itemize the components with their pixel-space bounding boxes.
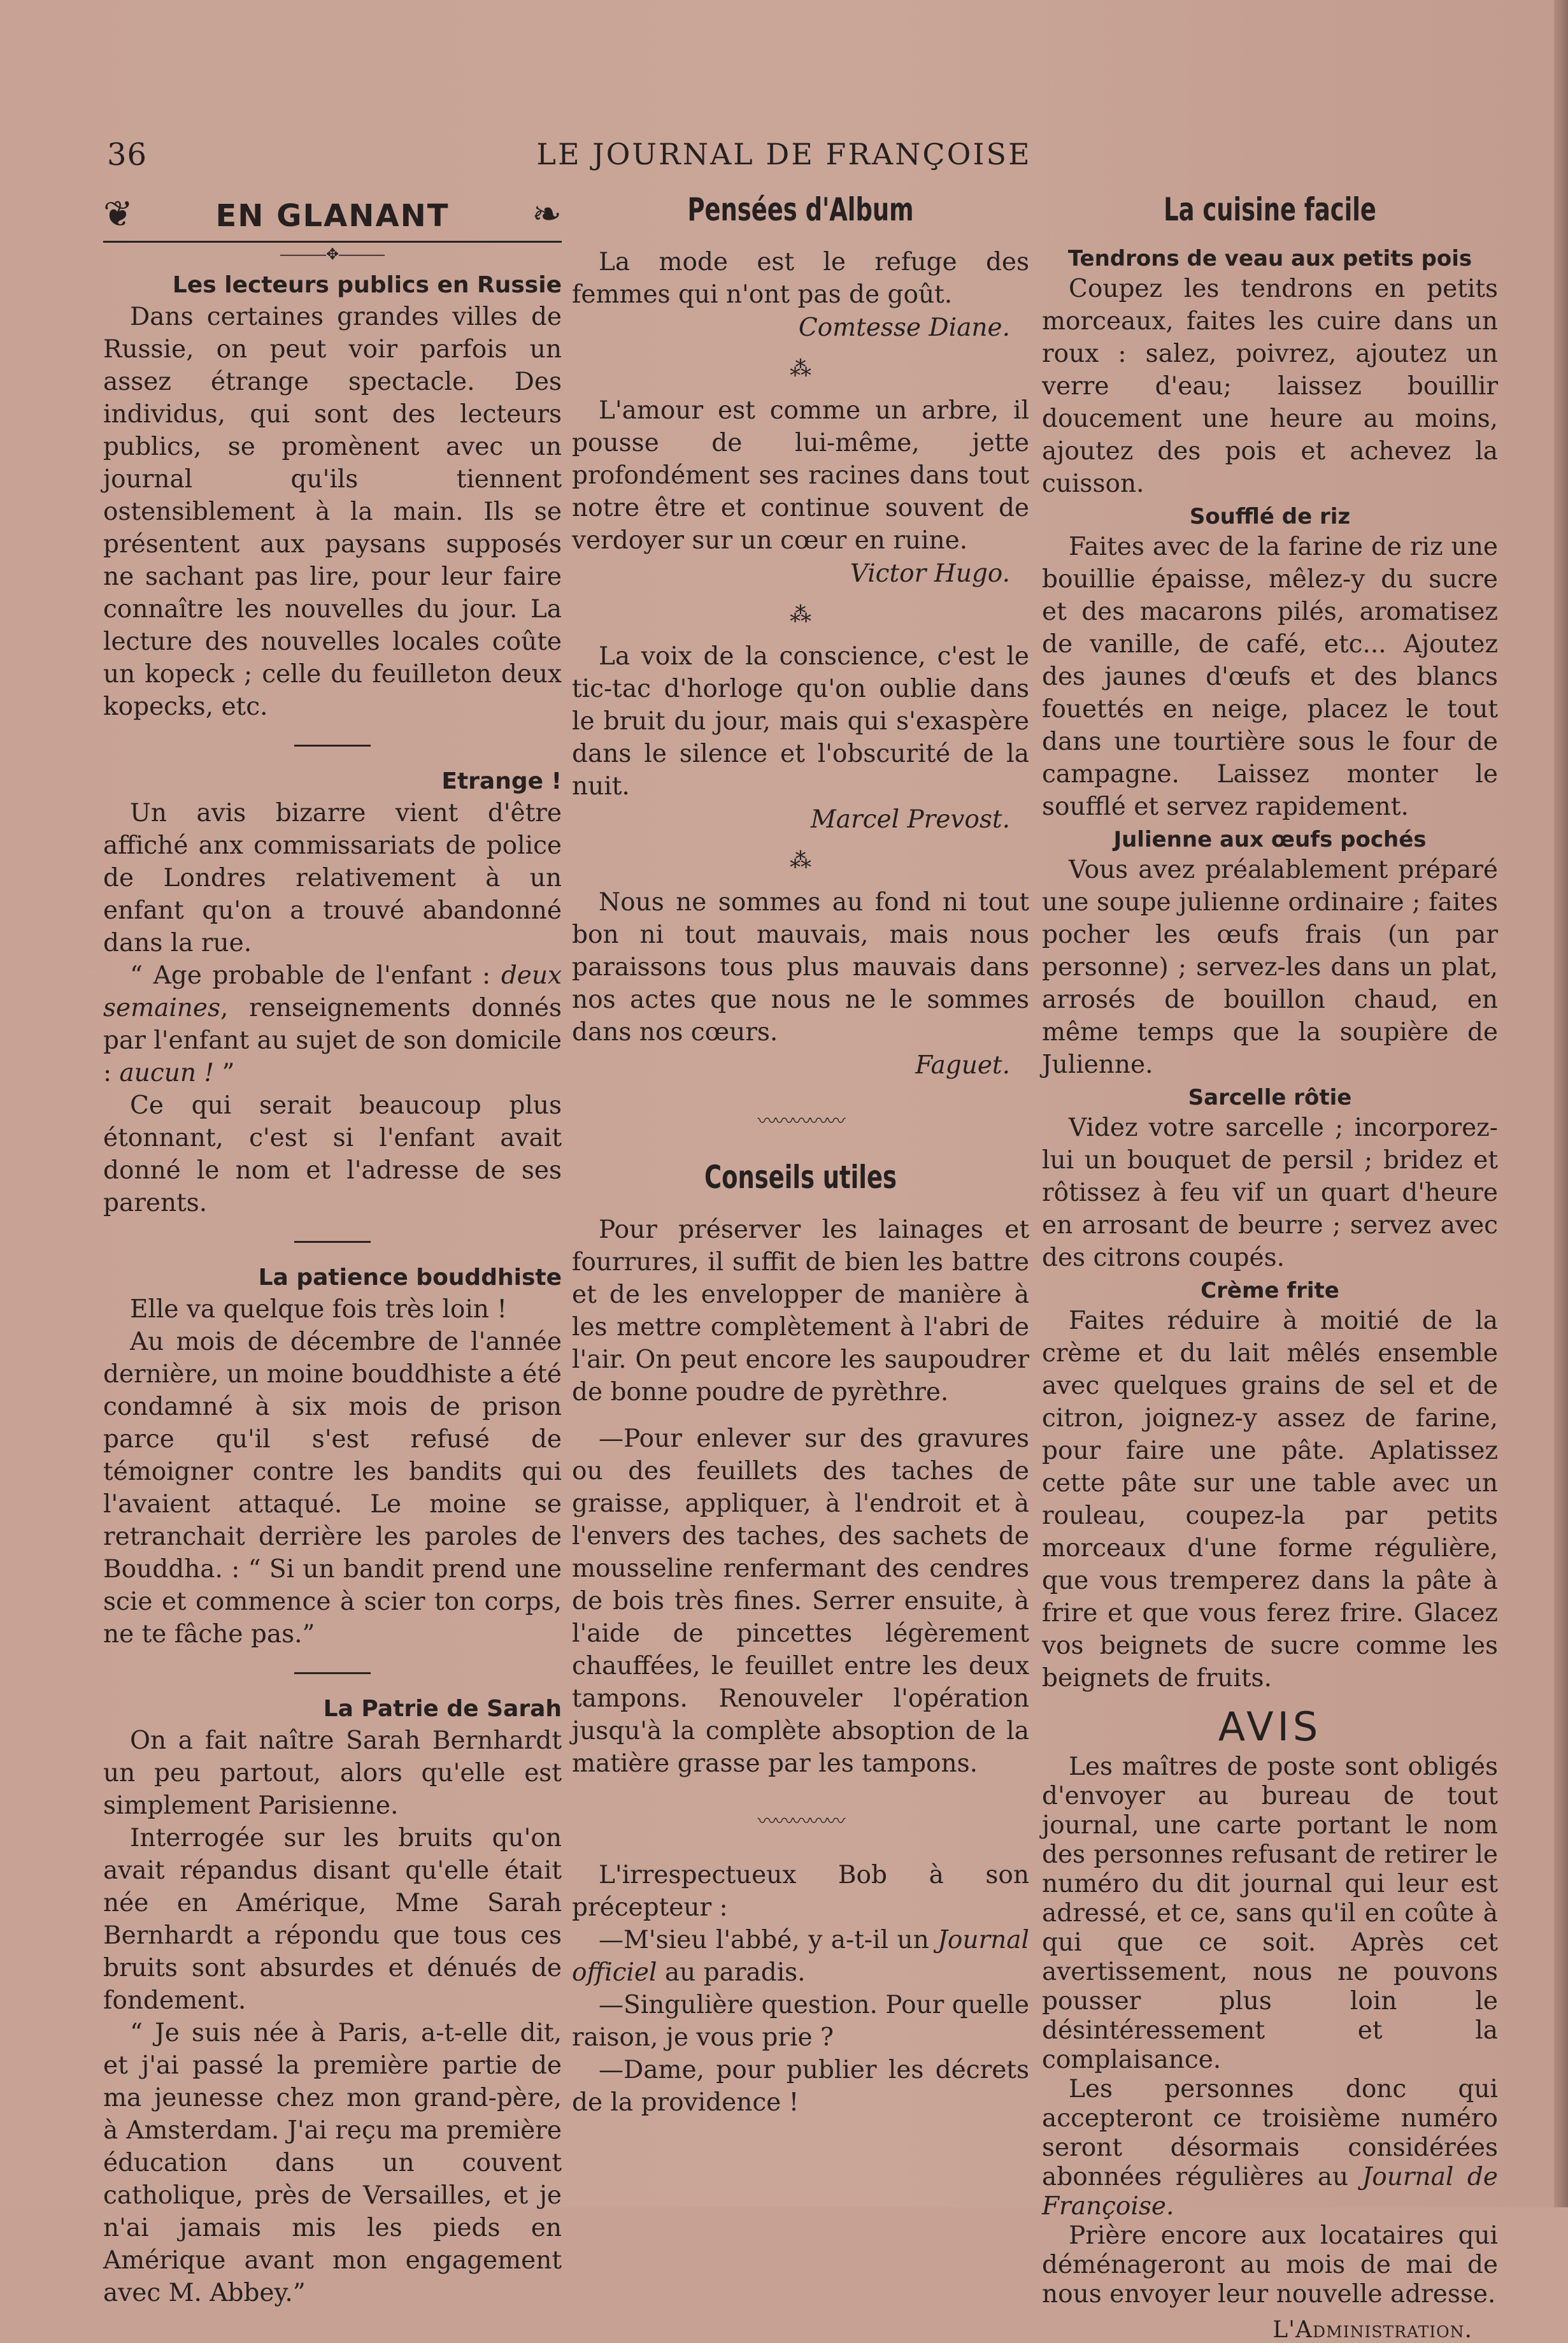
recipe-title: Sarcelle rôtie (1188, 1085, 1352, 1110)
recipe-text: Videz votre sarcelle ; incorporez-lui un bouquet de persil ; bridez et rôtissez à feu vif un quart d'heure en arrosant de beurre ; servez avec des citrons coupés. (1042, 1114, 1498, 1272)
recipe-title: Julienne aux œufs pochés (1113, 827, 1427, 852)
tip-paragraph: —Pour enlever sur des gravures ou des feuillets des taches de graisse, appliquer, à l'endroit et à l'envers des taches, des sachets de mousseline renfermant des cendres de bois très fines. Serrer ensuite, à l'aide de pincettes légèrement chauffées, le feuillet entre les deux tampons. Renouveler l'opération jusqu'à la complète absoption de la matière grasse par les tampons. (572, 1424, 1029, 1778)
anecdote-paragraph: —M'sieu l'abbé, y a-t-il un Journal officiel au paradis. (572, 1926, 1029, 1987)
article-paragraph: Interrogée sur les bruits qu'on avait répandus disant qu'elle était née en Amérique, Mme Sarah Bernhardt a répondu que tous ces bruits sont absurdes et dénués de fondement. (103, 1824, 562, 2015)
recipe-title: Crème frite (1201, 1278, 1339, 1303)
article-paragraph: Ce qui serait beaucoup plus étonnant, c'est si l'enfant avait donné le nom et l'adresse de ses parents. (103, 1091, 562, 1217)
section-title: Conseils utiles (704, 1159, 897, 1196)
article-title: Etrange ! (441, 768, 562, 794)
quote-text: Nous ne sommes au fond ni tout bon ni tout mauvais, mais nous paraissons tous plus mauvais dans nos actes que nous ne le sommes dans nos cœurs. (572, 888, 1029, 1047)
quote-author: Marcel Prevost. (810, 805, 1010, 834)
divider (294, 745, 371, 747)
notice-paragraph: Les maîtres de poste sont obligés d'envoyer au bureau de tout journal, une carte portant le nom des personnes refusant de retirer le numéro du dit journal qui leur est adressé, et ce, sans qu'il en coûte à qui que ce soit. Après cet avertissement, nous ne pouvons pousser plus loin le désintéressement et la complaisance. (1042, 1752, 1498, 2074)
quote-text: L'amour est comme un arbre, il pousse de lui-même, jette profondément ses racines dans tout notre être et continue souvent de verdoyer sur un cœur en ruine. (572, 396, 1029, 555)
column-cuisine (1042, 191, 1498, 2343)
article-title: La patience bouddhiste (258, 1265, 562, 1291)
ornament-left-icon: ❦ (103, 194, 133, 235)
anecdote-paragraph: L'irrespectueux Bob à son précepteur : (572, 1861, 1029, 1922)
asterism-icon: ⁂ (790, 602, 811, 627)
article-paragraph: “ Je suis née à Paris, a-t-elle dit, et j'ai passé la première partie de ma jeunesse chez mon grand-père, à Amsterdam. J'ai reçu ma première éducation dans un couvent catholique, près de Versailles, et je n'ai jamais mis les pieds en Amérique avant mon engagement avec M. Abbey.” (103, 2019, 562, 2307)
anecdote-paragraph: —Singulière question. Pour quelle raison, je vous prie ? (572, 1991, 1029, 2052)
quote-author: Comtesse Diane. (798, 313, 1010, 342)
quote-text: La mode est le refuge des femmes qui n'ont pas de goût. (572, 248, 1029, 309)
article-paragraph: Elle va quelque fois très loin ! (130, 1295, 507, 1324)
article-paragraph: Un avis bizarre vient d'être affiché anx commissariats de police de Londres relativement à un enfant qu'on a trouvé abandonné dans la rue. (103, 799, 562, 957)
signature: L'Administration. (1272, 2317, 1472, 2343)
section-title: La cuisine facile (1164, 191, 1376, 228)
notice-title: AVIS (1218, 1703, 1322, 1750)
ornament-right-icon: ❧ (532, 194, 562, 235)
journal-title: LE JOURNAL DE FRANÇOISE (536, 137, 1032, 171)
quote-text: La voix de la conscience, c'est le tic-tac d'horloge qu'on oublie dans le bruit du jour, mais qui s'exaspère dans le silence et l'obscurité de la nuit. (572, 642, 1029, 801)
article-paragraph: On a fait naître Sarah Bernhardt un peu partout, alors qu'elle est simplement Parisienne. (103, 1726, 562, 1820)
recipe-text: Coupez les tendrons en petits morceaux, faites les cuire dans un roux : salez, poivrez, ajoutez un verre d'eau; laissez bouillir doucement une heure au moins, ajoutez des pois et achevez la cuisson. (1042, 275, 1498, 498)
page-number: 36 (107, 137, 148, 173)
quote-author: Faguet. (915, 1051, 1010, 1080)
banner-flourish-icon: ―――✥――― (280, 245, 385, 263)
notice-paragraph: Prière encore aux locataires qui déménageront au mois de mai de nous envoyer leur nouvelle adresse. (1042, 2221, 1498, 2309)
divider (294, 1672, 371, 1674)
notice-paragraph: Les personnes donc qui accepteront ce troisième numéro seront désormais considérées abonnées régulières au Journal de Françoise. (1042, 2075, 1498, 2221)
quote-author: Victor Hugo. (850, 559, 1010, 588)
section-banner (103, 191, 562, 243)
section-title: EN GLANANT (215, 198, 450, 234)
recipe-text: Faites avec de la farine de riz une bouillie épaisse, mêlez-y du sucre et des macarons pilés, aromatisez de vanille, de café, etc... Ajoutez des jaunes d'œufs et des blancs fouettés en neige, placez le tout dans une tourtière sous le four de campagne. Laissez monter le soufflé et servez rapidement. (1042, 533, 1498, 821)
anecdote-paragraph: —Dame, pour publier les décrets de la providence ! (572, 2056, 1029, 2117)
asterism-icon: ⁂ (790, 848, 811, 873)
article-paragraph: “ Age probable de l'enfant : deux semaines, renseignements donnés par l'enfant au sujet de son domicile : aucun ! ” (103, 961, 562, 1087)
article-paragraph: Au mois de décembre de l'année dernière, un moine bouddhiste a été condamné à six mois de prison parce qu'il s'est refusé de témoigner contre les bandits qui l'avaient attaqué. Le moine se retranchait derrière les paroles de Bouddha. : “ Si un bandit prend une scie et commence à scier ton corps, ne te fâche pas.” (103, 1328, 562, 1649)
column-en-glanant (103, 191, 562, 2309)
recipe-title: Soufflé de riz (1189, 504, 1351, 529)
wave-divider-icon: 〰〰〰〰〰 (757, 1110, 844, 1133)
column-pensees (572, 191, 1029, 2119)
recipe-title: Tendrons de veau aux petits pois (1067, 246, 1472, 271)
tip-paragraph: Pour préserver les lainages et fourrures, il suffit de bien les battre et de les envelopper de manière à les mettre complètement à l'abri de l'air. On peut encore les saupoudrer de bonne poudre de pyrèthre. (572, 1215, 1029, 1407)
page-edge (1554, 0, 1568, 2207)
asterism-icon: ⁂ (790, 356, 811, 382)
wave-divider-icon: 〰〰〰〰〰 (757, 1810, 844, 1833)
article-title: La Patrie de Sarah (323, 1696, 562, 1722)
divider (294, 1241, 371, 1243)
section-title: Pensées d'Album (687, 191, 914, 228)
article-title: Les lecteurs publics en Russie (172, 272, 562, 298)
recipe-text: Vous avez préalablement préparé une soupe julienne ordinaire ; faites pocher les œufs frais (un par personne) ; servez-les dans un plat, arrosés de bouillon chaud, en même temps que la soupière de Julienne. (1042, 856, 1498, 1079)
article-paragraph: Dans certaines grandes villes de Russie, on peut voir parfois un assez étrange spectacle. Des individus, qui sont des lecteurs publics, se promènent avec un journal qu'ils tiennent ostensiblement à la main. Ils se présentent aux paysans supposés ne sachant pas lire, pour leur faire connaître les nouvelles du jour. La lecture des nouvelles locales coûte un kopeck ; celle du feuilleton deux kopecks, etc. (103, 303, 562, 721)
recipe-text: Faites réduire à moitié de la crème et du lait mêlés ensemble avec quelques grains de sel et de citron, joignez-y assez de farine, pour faire une pâte. Aplatissez cette pâte sur une table avec un rouleau, coupez-la par petits morceaux d'une forme régulière, que vous tremperez dans la pâte à frire et que vous ferez frire. Glacez vos beignets de sucre comme les beignets de fruits. (1042, 1307, 1498, 1693)
